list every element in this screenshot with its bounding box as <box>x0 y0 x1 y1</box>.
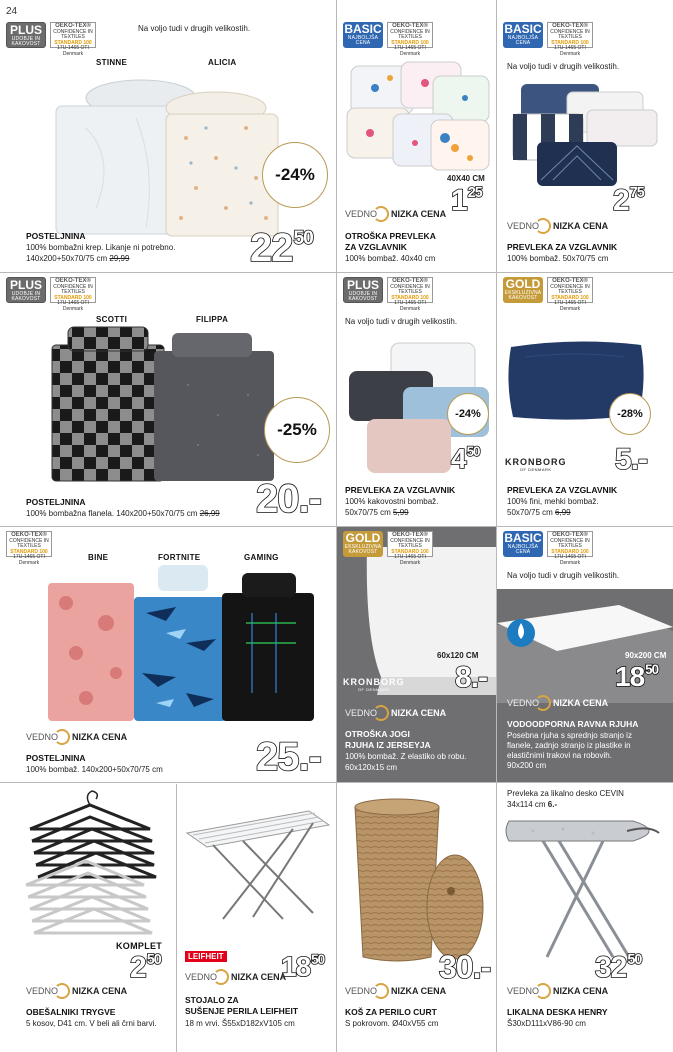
product-dimensions: 140x200+50x70/75 cm <box>26 254 108 263</box>
variant-label: GAMING <box>244 553 279 562</box>
discount-badge: -24% <box>262 142 328 208</box>
product-otroska-prevleka[interactable] <box>337 18 496 272</box>
product-title: PREVLEKA ZA VZGLAVNIK <box>345 485 456 495</box>
oeko-tex-label: OEKO-TEX® CONFIDENCE IN TEXTILES STANDARD 100 17U-1465 OTI Denmark <box>387 277 433 303</box>
product-prevleka-za-vzglavnik-gold[interactable] <box>497 273 673 526</box>
product-description: flanele, zadnjo stranjo iz plastike in <box>507 741 631 750</box>
vedno-nizka-cena-logo: VEDNO NIZKA CENA <box>345 206 446 222</box>
product-posteljnina-bine-fortnite-gaming[interactable] <box>0 527 336 782</box>
product-prevleka-za-vzglavnik-basic[interactable] <box>497 18 673 272</box>
size-label: 60x120 CM <box>437 651 479 660</box>
product-description: 100% kakovostni bombaž. <box>345 497 439 506</box>
product-vodoodporna-ravna-rjuha[interactable] <box>497 527 673 782</box>
product-title: PREVLEKA ZA VZGLAVNIK <box>507 485 618 495</box>
gold-badge: GOLD EKSKLUZIVNA KAKOVOST <box>504 277 542 301</box>
oeko-tex-label: OEKO-TEX® CONFIDENCE IN TEXTILES STANDARD 100 17U-1465 OTI Denmark <box>387 531 433 557</box>
plus-badge: PLUS UDOBJE IN KAKOVOST <box>343 277 383 303</box>
oeko-tex-label: OEKO-TEX® CONFIDENCE IN TEXTILES STANDARD 100 17U-1465 OTI Denmark <box>387 22 433 48</box>
product-obesalniki-trygve[interactable] <box>0 783 176 1052</box>
drying-rack-image <box>183 807 333 927</box>
product-title: VODOODPORNA RAVNA RJUHA <box>507 719 639 729</box>
old-price: 29,99 <box>109 254 130 263</box>
price: 30.- <box>439 949 491 985</box>
oeko-tex-label: OEKO-TEX® CONFIDENCE IN TEXTILES STANDARD 100 17U-1465 OTI Denmark <box>50 277 96 303</box>
old-price: 6,99 <box>555 508 571 517</box>
product-title: POSTELJNINA <box>26 497 86 507</box>
price: $18^{50}$ <box>281 951 325 983</box>
oeko-tex-label: OEKO-TEX® CONFIDENCE IN TEXTILES STANDARD 100 17U-1465 OTI Denmark <box>547 531 593 557</box>
accessory-dimensions: 34x114 cm <box>507 800 546 809</box>
bedding-image <box>26 68 286 238</box>
old-price: 26,99 <box>199 509 220 518</box>
product-title: OTROŠKA PREVLEKA <box>345 231 436 241</box>
price: 8.- <box>455 661 488 694</box>
product-description: 100% bombažna flanela. 140x200+50x70/75 cm <box>26 509 198 518</box>
discount-badge: -28% <box>609 393 651 435</box>
hangers-image <box>20 789 170 939</box>
product-description: 100% bombaž. 140x200+50x70/75 cm <box>26 765 163 774</box>
plus-badge: PLUS UDOBJE IN KAKOVOST <box>6 22 46 48</box>
product-description: 100% fini, mehki bombaž. <box>507 497 599 506</box>
product-dimensions: 90x200 cm <box>507 761 547 770</box>
product-kos-za-perilo-curt[interactable] <box>337 783 496 1052</box>
price: $2^{75}$ <box>613 184 644 217</box>
product-likalna-deska-henry[interactable] <box>497 783 673 1052</box>
vedno-nizka-cena-logo: VEDNO NIZKA CENA <box>185 969 286 985</box>
product-title: LIKALNA DESKA HENRY <box>507 1007 608 1017</box>
accessory-note: Prevleka za likalno desko CEVIN <box>507 789 624 798</box>
product-description: 100% bombažni krep. Likanje ni potrebno. <box>26 243 176 252</box>
product-description: 100% bombaž. 50x70/75 cm <box>507 254 609 263</box>
size-label: 40X40 CM <box>447 174 485 183</box>
vedno-nizka-cena-logo: VEDNO NIZKA CENA <box>26 983 127 999</box>
availability-note: Na voljo tudi v drugih velikostih. <box>507 62 620 71</box>
gold-badge: GOLD EKSKLUZIVNA KAKOVOST <box>344 531 382 555</box>
discount-badge: -25% <box>264 397 330 463</box>
variant-label: BINE <box>88 553 109 562</box>
product-description: 18 m vrvi. Š55xD182xV105 cm <box>185 1019 295 1028</box>
vedno-nizka-cena-logo: VEDNO NIZKA CENA <box>345 705 446 721</box>
product-dimensions: 50x70/75 cm <box>507 508 553 517</box>
variant-label: FORTNITE <box>158 553 201 562</box>
product-description: 5 kosov, D41 cm. V beli ali črni barvi. <box>26 1019 157 1028</box>
basic-badge: BASIC NAJBOLJŠA CENA <box>504 22 542 46</box>
product-title: KOŠ ZA PERILO CURT <box>345 1007 437 1017</box>
variant-label: ALICIA <box>208 58 237 67</box>
product-description: 100% bombaž. 40x40 cm <box>345 254 436 263</box>
oeko-tex-label: OEKO-TEX® CONFIDENCE IN TEXTILES STANDARD 100 17U-1465 OTI Denmark <box>6 531 52 557</box>
kids-pillow-image <box>345 58 493 178</box>
price: $32^{50}$ <box>595 951 642 984</box>
kronborg-logo: KRONBORG OF DENMARK <box>505 457 567 472</box>
product-dimensions: 60x120x15 cm <box>345 763 398 772</box>
plus-badge: PLUS UDOBJE IN KAKOVOST <box>6 277 46 303</box>
product-posteljnina-stinne-alicia[interactable] <box>0 18 336 272</box>
product-title: RJUHA IZ JERSEYJA <box>345 740 431 750</box>
product-description: 100% bombaž. Z elastiko ob robu. <box>345 752 467 761</box>
price: $2^{50}$ <box>130 951 161 984</box>
oeko-tex-label: OEKO-TEX® CONFIDENCE IN TEXTILES STANDARD 100 17U-1465 OTI Denmark <box>50 22 96 48</box>
basic-badge: BASIC NAJBOLJŠA CENA <box>344 22 382 46</box>
product-title: POSTELJNINA <box>26 753 86 763</box>
vedno-nizka-cena-logo: VEDNO NIZKA CENA <box>26 729 127 745</box>
accessory-price: 6.- <box>547 800 558 809</box>
availability-note: Na voljo tudi v drugih velikostih. <box>345 317 458 326</box>
pillow-image <box>511 80 661 190</box>
availability-note: Na voljo tudi v drugih velikostih. <box>507 571 620 580</box>
product-prevleka-za-vzglavnik-plus[interactable] <box>337 273 496 526</box>
product-title: POSTELJNINA <box>26 231 86 241</box>
product-stojalo-za-susenje-perila[interactable] <box>177 783 336 1052</box>
product-title: PREVLEKA ZA VZGLAVNIK <box>507 242 618 252</box>
discount-badge: -24% <box>447 393 489 435</box>
availability-note: Na voljo tudi v drugih velikostih. <box>138 24 251 33</box>
bedding-image <box>46 563 316 723</box>
price: $1^{25}$ <box>451 184 482 217</box>
variant-label: FILIPPA <box>196 315 229 324</box>
product-title: OTROŠKA JOGI <box>345 729 410 739</box>
page-number: 24 <box>6 6 18 17</box>
size-label: 90x200 CM <box>625 651 667 660</box>
variant-label: SCOTTI <box>96 315 128 324</box>
old-price: 5,99 <box>393 508 409 517</box>
price: $18^{50}$ <box>615 661 659 693</box>
ironing-board-image <box>503 811 669 961</box>
product-description: Posebna rjuha s sprednjo stranjo iz <box>507 731 632 740</box>
price: $22^{50}$ <box>250 226 313 270</box>
set-label: KOMPLET <box>116 941 163 951</box>
price: 20.- <box>256 477 321 521</box>
product-description: elastičnimi trakovi na robovih. <box>507 751 612 760</box>
vedno-nizka-cena-logo: VEDNO NIZKA CENA <box>507 983 608 999</box>
product-otroska-jogi-rjuha[interactable] <box>337 527 496 782</box>
laundry-basket-image <box>347 797 487 967</box>
basic-badge: BASIC NAJBOLJŠA CENA <box>504 531 542 555</box>
bedding-image <box>48 325 278 485</box>
product-title: ZA VZGLAVNIK <box>345 242 407 252</box>
product-title: OBEŠALNIKI TRYGVE <box>26 1007 116 1017</box>
product-posteljnina-scotti-filippa[interactable] <box>0 273 336 526</box>
variant-label: STINNE <box>96 58 128 67</box>
product-description: S pokrovom. Ø40xV55 cm <box>345 1019 439 1028</box>
price: 25.- <box>256 735 321 779</box>
product-dimensions: 50x70/75 cm <box>345 508 391 517</box>
vedno-nizka-cena-logo: VEDNO NIZKA CENA <box>345 983 446 999</box>
product-title: SUŠENJE PERILA LEIFHEIT <box>185 1006 299 1016</box>
price: $4^{50}$ <box>451 443 480 475</box>
product-title: STOJALO ZA <box>185 995 239 1005</box>
vedno-nizka-cena-logo: VEDNO NIZKA CENA <box>507 218 608 234</box>
leifheit-logo: LEIFHEIT <box>185 951 227 962</box>
vedno-nizka-cena-logo: VEDNO NIZKA CENA <box>507 695 608 711</box>
kronborg-logo: KRONBORG OF DENMARK <box>343 677 405 692</box>
product-description: Š30xD111xV86-90 cm <box>507 1019 586 1028</box>
oeko-tex-label: OEKO-TEX® CONFIDENCE IN TEXTILES STANDARD 100 17U-1465 OTI Denmark <box>547 277 593 303</box>
oeko-tex-label: OEKO-TEX® CONFIDENCE IN TEXTILES STANDARD 100 17U-1465 OTI Denmark <box>547 22 593 48</box>
price: 5.- <box>615 443 648 476</box>
